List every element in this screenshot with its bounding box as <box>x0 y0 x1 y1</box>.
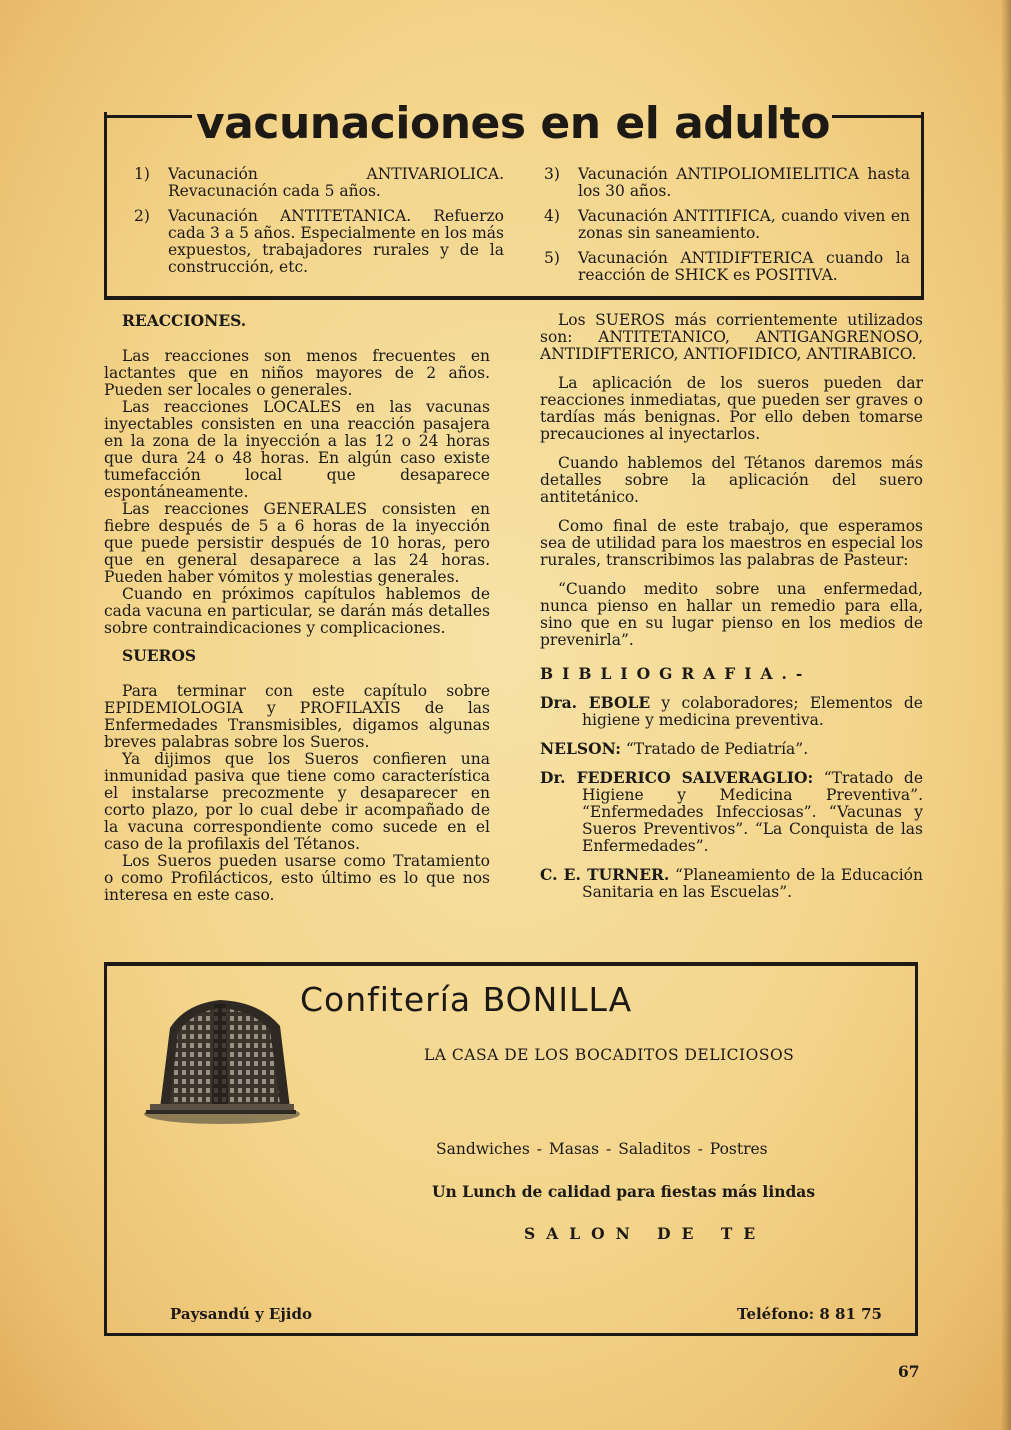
bibliography-heading: BIBLIOGRAFIA.- <box>540 664 812 683</box>
ad-salon: SALON DE TE <box>524 1224 767 1243</box>
ad-subtitle: LA CASA DE LOS BOCADITOS DELICIOSOS <box>424 1046 795 1064</box>
item-text: Vacunación ANTIDIFTERICA cuando la reacción de SHICK es POSITIVA. <box>578 249 910 284</box>
paragraph: Cuando hablemos del Tétanos daremos más detalles sobre la aplicación del suero antitetánico. <box>540 454 923 506</box>
page-title: vacunaciones en el adulto <box>196 98 830 149</box>
bib-author: NELSON: <box>540 739 621 758</box>
list-item <box>134 166 504 200</box>
page-edge-shadow <box>1001 0 1011 1430</box>
item-number: 2) <box>134 207 150 225</box>
bibliography-entry <box>540 769 923 855</box>
list-item <box>544 250 910 284</box>
left-column <box>104 312 490 904</box>
bib-text: “Tratado de Higiene y Medicina Preventiva”. “Enfermedades Infecciosas”. “Vacunas y Sueros Preventivos”. “La Conquista de las Enfermedades”. <box>582 769 923 855</box>
paragraph: Los Sueros pueden usarse como Tratamiento o como Profilácticos, esto último es lo que nos interesa en este caso. <box>104 852 490 904</box>
paragraph: Para terminar con este capítulo sobre EPIDEMIOLOGIA y PROFILAXIS de las Enfermedades Transmisibles, digamos algunas breves palabras sobre los Sueros. <box>104 682 490 751</box>
item-number: 5) <box>544 249 560 267</box>
ad-phone: Teléfono: 8 81 75 <box>737 1305 882 1323</box>
item-text: Vacunación ANTIPOLIOMIELITICA hasta los 30 años. <box>578 165 910 200</box>
paragraph: Como final de este trabajo, que esperamos sea de utilidad para los maestros en especial los rurales, transcribimos las palabras de Pasteur: <box>540 517 923 569</box>
item-text: Vacunación ANTIVARIOLICA. Revacunación cada 5 años. <box>168 165 504 200</box>
bib-author: Dr. FEDERICO SALVERAGLIO: <box>540 768 814 787</box>
ad-title: Confitería BONILLA <box>300 980 633 1019</box>
item-text: Vacunación ANTITIFICA, cuando viven en zonas sin saneamiento. <box>578 207 910 242</box>
ad-address: Paysandú y Ejido <box>170 1305 312 1323</box>
paragraph: La aplicación de los sueros pueden dar reacciones inmediatas, que pueden ser graves o tardías más benignas. Por ello deben tomarse precauciones al inyectarlos. <box>540 374 923 443</box>
list-item <box>134 208 504 276</box>
bib-text: “Tratado de Pediatría”. <box>620 740 809 758</box>
item-number: 4) <box>544 207 560 225</box>
pasteur-quote: “Cuando medito sobre una enfermedad, nunca pienso en hallar un remedio para ella, sino que en su lugar pienso en los medios de prevenirla”. <box>540 580 923 649</box>
paragraph: Ya dijimos que los Sueros confieren una inmunidad pasiva que tiene como característica el instalarse precozmente y desaparecer en corto plazo, por lo cual debe ir acompañado de la vacuna correspondiente como sucede en el caso de la profilaxis del Tétanos. <box>104 750 490 853</box>
ad-lunch-line: Un Lunch de calidad para fiestas más lindas <box>432 1182 816 1201</box>
paragraph: Cuando en próximos capítulos hablemos de cada vacuna en particular, se darán más detalles sobre contraindicaciones y complicaciones. <box>104 585 490 637</box>
page-number: 67 <box>898 1362 920 1381</box>
paragraph: Las reacciones son menos frecuentes en lactantes que en niños mayores de 2 años. Pueden ser locales o generales. <box>104 347 490 399</box>
bib-text: y colaboradores; Elementos de higiene y medicina preventiva. <box>582 694 923 729</box>
bib-author: Dra. EBOLE <box>540 693 651 712</box>
bib-author: C. E. TURNER. <box>540 865 670 884</box>
bib-text: “Planeamiento de la Educación Sanitaria en las Escuelas”. <box>582 866 923 901</box>
ad-products: Sandwiches - Masas - Saladitos - Postres <box>436 1140 768 1158</box>
building-illustration <box>140 996 300 1126</box>
paragraph: Los SUEROS más corrientemente utilizados son: ANTITETANICO, ANTIGANGRENOSO, ANTIDIFTERICO, ANTIOFIDICO, ANTIRABICO. <box>540 311 923 363</box>
paragraph: Las reacciones LOCALES en las vacunas inyectables consisten en una reacción pasajera en la zona de la inyección a las 12 o 24 horas que dura 24 o 48 horas. En algún caso existe tumefacción local que desaparece espontáneamente. <box>104 398 490 501</box>
item-text: Vacunación ANTITETANICA. Refuerzo cada 3 a 5 años. Especialmente en los más expuestos, trabajadores rurales y de la construcción, etc. <box>168 207 504 276</box>
vaccine-list-left <box>134 166 504 284</box>
right-column <box>540 312 923 912</box>
heading-sueros: SUEROS <box>122 646 197 665</box>
bibliography-entry <box>540 694 923 729</box>
item-number: 1) <box>134 165 150 183</box>
vaccine-list-right <box>544 166 910 292</box>
heading-reacciones: REACCIONES. <box>122 311 247 330</box>
item-number: 3) <box>544 165 560 183</box>
list-item <box>544 166 910 200</box>
paragraph: Las reacciones GENERALES consisten en fiebre después de 5 a 6 horas de la inyección que puede persistir después de 10 horas, pero que en general desaparece a las 24 horas. Pueden haber vómitos y molestias generales. <box>104 500 490 586</box>
list-item <box>544 208 910 242</box>
bibliography-entry <box>540 740 923 758</box>
bibliography-entry <box>540 866 923 901</box>
